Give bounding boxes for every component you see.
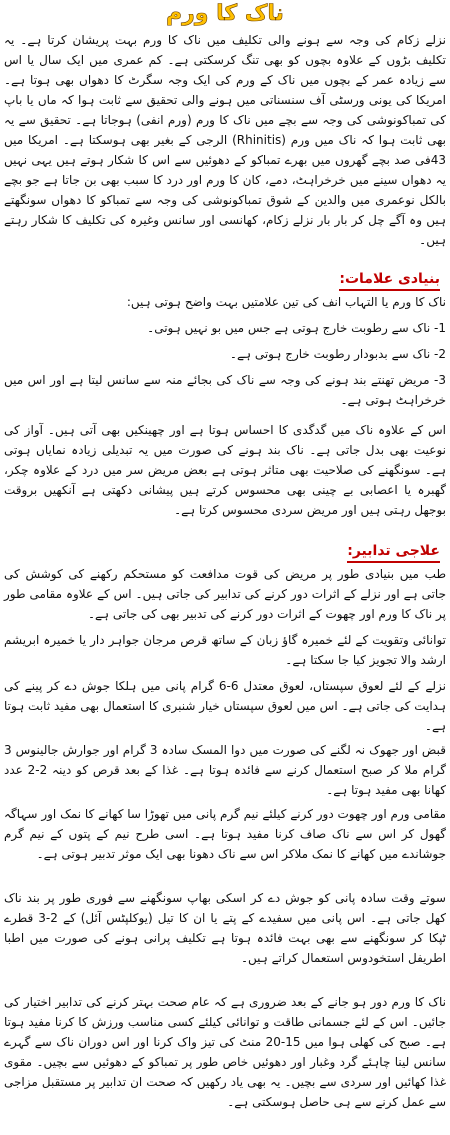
symptom-item-3: 3- مریض تھنتے بند ہونے کی وجہ سے ناک کی بجائے منہ سے سانس لیتا ہے اور اس میں خرخراہٹ ہوتی ہے۔ (4, 373, 446, 407)
treatment-paragraph-6: سوتے وقت سادہ پانی کو جوش دے کر اسکی بھاپ سونگھنے سے فوری طور پر بند ناک کھل جاتی ہے۔ اس پانی میں سفیدے کے پتے یا ان کا تیل (یوکلپٹس آئل) کے 2-3 قطرے ٹپکا کر سونگھنے سے بھی بہت فائدہ ہوتا ہے تکلیف پرانی ہونے کی صورت میں اطبا اطریفل استخودوس استعمال کراتے ہیں۔ (4, 891, 446, 965)
treatment-paragraph-3: نزلے کے لئے لعوق سپستاں، لعوق معتدل 6-6 گرام پانی میں ہلکا جوش دے کر پینے کی ہدایت کی جاتی ہے۔ اس میں لعوق سپستاں خیار شنبری کا استعمال بھی مفید ثابت ہوتا ہے۔ (4, 679, 446, 733)
symptoms-intro: ناک کا ورم یا التہاب انف کی تین علامتیں بہت واضح ہوتی ہیں: (126, 295, 446, 309)
article-title: ناک کا ورم (166, 1, 284, 26)
treatment-paragraph-2: توانائی وتقویت کے لئے خمیرہ گاؤ زبان کے ساتھ قرص مرجان جواہر دار یا خمیرہ ابریشم ارشد والا تجویز کیا جا سکتا ہے۔ (4, 633, 446, 667)
section-heading-symptoms: بنیادی علامات: (339, 270, 440, 291)
treatment-paragraph-4: قبض اور جھوک نہ لگنے کی صورت میں دوا المسک سادہ 3 گرام اور جوارش جالینوس 3 گرام ملا کر صبح استعمال کرنے سے فائدہ ہوتا ہے۔ غذا کے بعد قرص کو دینہ 2-2 عدد کھانا بھی مفید ہوتا ہے۔ (4, 743, 446, 797)
section-heading-treatment: علاجی تدابیر: (347, 542, 440, 563)
symptoms-paragraph: اس کے علاوہ ناک میں گدگدی کا احساس ہوتا ہے اور چھینکیں بھی آتی ہیں۔ آواز کی نوعیت بھی بدل جاتی ہے۔ ناک بند ہونے کی صورت میں یہ تبدیلی زیادہ نمایاں ہوتی ہے۔ سونگھنے کی صلاحیت بھی متاثر ہوتی ہے بعض مریض سر میں درد کے علاوہ چکر، گھبرہ یا اعصابی بے چینی بھی محسوس کرتے ہیں پیشانی دکھتی ہے آنکھیں بروقت بوجھل رہتی ہیں اور مریض سردی محسوس کرتا ہے۔ (4, 423, 446, 517)
treatment-paragraph-5: مقامی ورم اور چھوت دور کرنے کیلئے نیم گرم پانی میں تھوڑا سا کھانے کا نمک اور سہاگہ گھول کر اس سے ناک صاف کرنا مفید ہوتا ہے۔ اسی طرح نیم کے پتوں کے نیم گرم جوشاندے میں کھانے کا نمک ملاکر اس سے ناک دھونا بھی ایک موثر تدبیر ہوتی ہے۔ (4, 807, 446, 861)
intro-paragraph: نزلے زکام کی وجہ سے ہونے والی تکلیف میں ناک کا ورم بہت پریشان کرتا ہے۔ یہ تکلیف بڑوں کے علاوہ بچوں کو بھی تنگ کرسکتی ہے۔ کم عمری میں ایک سال یا اس سے زیادہ عمر کے بچوں میں ناک کے ورم کی ایک وجہ سگرٹ کا دھواں بھی ہوتا ہے۔ امریکا کی یونی ورسٹی آف سنسناتی میں ہونے والی تحقیق سے ثابت ہوا کہ ماں یا باپ کی تمباکونوشی کی وجہ سے بچے میں ناک کا ورم (ورم انفی) ہوجاتا ہے۔ تحقیق سے یہ بھی ثابت ہوا کہ ناک میں ورم (Rhinitis) الرجی کے بغیر بھی ہوسکتا ہے۔ امریکا میں 43فی صد بچے گھروں میں بھرے تمباکو کے دھوئیں سے اس کا شکار ہوتے ہیں یہی نہیں یہ دھواں سینے میں خرخراہٹ، دمے، کان کا ورم اور درد کا سبب بھی بن جاتا ہے جو بچے بالکل نوعمری میں والدین کے شوق تمباکونوشی کی وجہ سے تمباکو کا دھواں سونگھتے ہیں وہ آگے چل کر بار بار نزلے زکام، کھانسی اور سانس وغیرہ کی تکلیف کا شکار رہتے ہیں۔ (4, 33, 446, 247)
treatment-paragraph-1: طب میں بنیادی طور پر مریض کی قوت مدافعت کو مستحکم رکھنے کی کوشش کی جاتی ہے اور نزلے کے اثرات دور کرنے کی تدابیر کی جاتی ہیں۔ اس کے علاوہ مقامی طور پر ناک کا ورم اور چھوت کے اثرات دور کرنے کی تدبیر بھی کی جاتی ہے۔ (4, 567, 446, 621)
symptom-item-1: 1- ناک سے رطوبت خارج ہوتی ہے جس میں بو نہیں ہوتی۔ (147, 321, 446, 335)
title-bar (0, 0, 450, 28)
treatment-paragraph-7: ناک کا ورم دور ہو جانے کے بعد ضروری ہے کہ عام صحت بہتر کرنے کی تدابیر اختیار کی جائیں۔ اس کے لئے جسمانی طاقت و توانائی کیلئے کسی مناسب ورزش کا کرنا مفید ہوتا ہے۔ صبح کی کھلی ہوا میں 15-20 منٹ کی تیز واک کرنا اور اس دوران ناک سے گہرے سانس لینا چاہئے گرد وغبار اور دھوئیں خاص طور پر تمباکو کے دھوئیں سے بچیں۔ مقوی غذا کھائیں اور سردی سے بچیں۔ یہ بھی یاد رکھیں کہ صحت ان تدابیر پر مستقبل مزاجی سے عمل کرنے سے ہی حاصل ہوسکتی ہے۔ (4, 995, 446, 1109)
symptom-item-2: 2- ناک سے بدبودار رطوبت خارج ہوتی ہے۔ (229, 347, 446, 361)
